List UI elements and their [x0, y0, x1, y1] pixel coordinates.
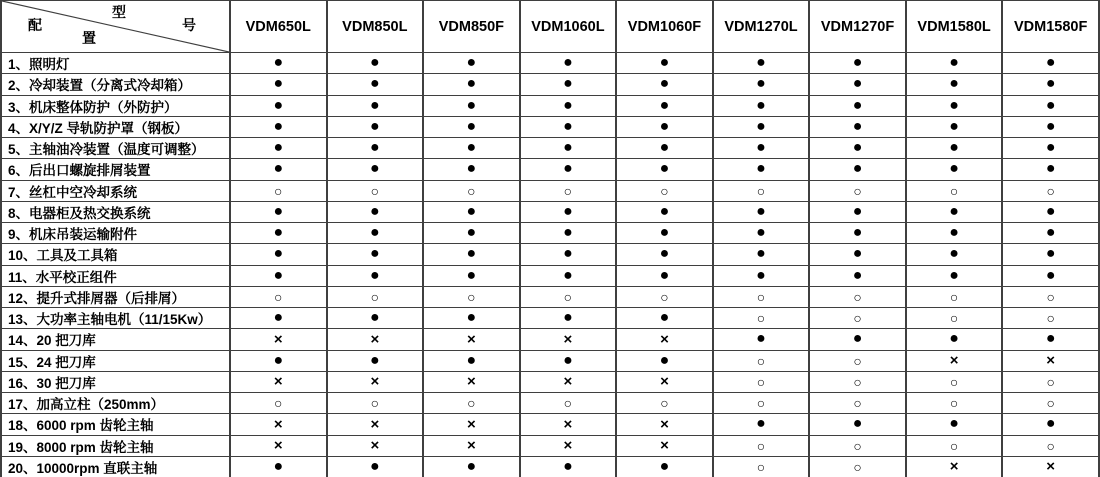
- spec-cell-open-circle: ○: [1002, 393, 1099, 414]
- row-label: 12、提升式排屑器（后排屑）: [1, 286, 230, 307]
- spec-cell-filled-circle: ●: [423, 265, 520, 286]
- row-label: 3、机床整体防护（外防护）: [1, 95, 230, 116]
- spec-cell-filled-circle: ●: [423, 116, 520, 137]
- spec-cell-filled-circle: ●: [1002, 223, 1099, 244]
- spec-cell-open-circle: ○: [327, 393, 424, 414]
- spec-cell-filled-circle: ●: [906, 223, 1003, 244]
- spec-cell-open-circle: ○: [906, 180, 1003, 201]
- spec-cell-filled-circle: ●: [230, 308, 327, 329]
- spec-cell-filled-circle: ●: [809, 201, 906, 222]
- corner-label-model-char1: 型: [112, 4, 126, 20]
- spec-cell-filled-circle: ●: [423, 159, 520, 180]
- spec-cell-cross: ×: [423, 435, 520, 456]
- row-label: 19、8000 rpm 齿轮主轴: [1, 435, 230, 456]
- spec-cell-cross: ×: [423, 371, 520, 392]
- spec-cell-open-circle: ○: [1002, 435, 1099, 456]
- spec-cell-filled-circle: ●: [713, 223, 810, 244]
- spec-cell-open-circle: ○: [616, 286, 713, 307]
- spec-cell-open-circle: ○: [809, 308, 906, 329]
- spec-cell-filled-circle: ●: [906, 414, 1003, 435]
- spec-cell-open-circle: ○: [713, 180, 810, 201]
- spec-cell-filled-circle: ●: [906, 74, 1003, 95]
- row-label: 18、6000 rpm 齿轮主轴: [1, 414, 230, 435]
- table-row: [1, 159, 1099, 180]
- spec-cell-filled-circle: ●: [1002, 138, 1099, 159]
- table-row: [1, 138, 1099, 159]
- spec-cell-cross: ×: [616, 329, 713, 350]
- column-header-vdm650l: VDM650L: [230, 1, 327, 53]
- spec-cell-filled-circle: ●: [713, 414, 810, 435]
- spec-cell-filled-circle: ●: [327, 116, 424, 137]
- spec-cell-filled-circle: ●: [230, 74, 327, 95]
- spec-cell-filled-circle: ●: [616, 456, 713, 477]
- spec-cell-filled-circle: ●: [1002, 265, 1099, 286]
- spec-cell-filled-circle: ●: [906, 244, 1003, 265]
- column-header-vdm1060f: VDM1060F: [616, 1, 713, 53]
- spec-cell-open-circle: ○: [520, 180, 617, 201]
- spec-cell-filled-circle: ●: [616, 138, 713, 159]
- column-header-vdm1580l: VDM1580L: [906, 1, 1003, 53]
- spec-cell-filled-circle: ●: [1002, 201, 1099, 222]
- spec-cell-filled-circle: ●: [713, 265, 810, 286]
- spec-cell-open-circle: ○: [1002, 286, 1099, 307]
- spec-cell-filled-circle: ●: [1002, 244, 1099, 265]
- spec-cell-filled-circle: ●: [809, 265, 906, 286]
- spec-cell-filled-circle: ●: [520, 74, 617, 95]
- spec-cell-filled-circle: ●: [327, 138, 424, 159]
- spec-cell-cross: ×: [230, 435, 327, 456]
- column-header-vdm1270l: VDM1270L: [713, 1, 810, 53]
- spec-cell-filled-circle: ●: [616, 74, 713, 95]
- corner-header-cell: [1, 1, 230, 53]
- spec-cell-filled-circle: ●: [423, 308, 520, 329]
- spec-cell-filled-circle: ●: [616, 201, 713, 222]
- spec-cell-filled-circle: ●: [520, 116, 617, 137]
- spec-cell-open-circle: ○: [423, 180, 520, 201]
- spec-cell-open-circle: ○: [713, 393, 810, 414]
- spec-cell-filled-circle: ●: [809, 329, 906, 350]
- spec-cell-cross: ×: [616, 435, 713, 456]
- spec-cell-open-circle: ○: [809, 371, 906, 392]
- corner-label-model-char2: 号: [182, 17, 196, 33]
- spec-cell-cross: ×: [906, 456, 1003, 477]
- spec-cell-filled-circle: ●: [520, 201, 617, 222]
- spec-cell-filled-circle: ●: [713, 244, 810, 265]
- spec-cell-filled-circle: ●: [906, 116, 1003, 137]
- spec-cell-filled-circle: ●: [230, 265, 327, 286]
- spec-cell-filled-circle: ●: [520, 95, 617, 116]
- spec-cell-open-circle: ○: [1002, 180, 1099, 201]
- row-label: 14、20 把刀库: [1, 329, 230, 350]
- spec-cell-filled-circle: ●: [327, 95, 424, 116]
- spec-cell-cross: ×: [520, 329, 617, 350]
- spec-cell-filled-circle: ●: [616, 95, 713, 116]
- spec-table-body: [1, 53, 1099, 477]
- spec-cell-cross: ×: [423, 414, 520, 435]
- spec-cell-cross: ×: [230, 414, 327, 435]
- spec-cell-cross: ×: [520, 371, 617, 392]
- table-row: [1, 244, 1099, 265]
- spec-cell-filled-circle: ●: [423, 456, 520, 477]
- header-row: [1, 1, 1099, 53]
- spec-cell-filled-circle: ●: [713, 53, 810, 74]
- spec-cell-cross: ×: [520, 435, 617, 456]
- spec-cell-filled-circle: ●: [1002, 74, 1099, 95]
- row-label: 13、大功率主轴电机（11/15Kw）: [1, 308, 230, 329]
- spec-cell-open-circle: ○: [713, 435, 810, 456]
- spec-cell-open-circle: ○: [809, 350, 906, 371]
- spec-cell-cross: ×: [327, 329, 424, 350]
- spec-cell-filled-circle: ●: [713, 329, 810, 350]
- table-row: [1, 201, 1099, 222]
- row-label: 4、X/Y/Z 导轨防护罩（钢板）: [1, 116, 230, 137]
- spec-cell-open-circle: ○: [713, 308, 810, 329]
- spec-cell-filled-circle: ●: [230, 138, 327, 159]
- spec-cell-filled-circle: ●: [616, 265, 713, 286]
- spec-cell-open-circle: ○: [616, 180, 713, 201]
- spec-cell-filled-circle: ●: [423, 201, 520, 222]
- spec-cell-open-circle: ○: [713, 456, 810, 477]
- spec-cell-open-circle: ○: [520, 393, 617, 414]
- spec-cell-filled-circle: ●: [423, 244, 520, 265]
- spec-cell-filled-circle: ●: [230, 116, 327, 137]
- spec-cell-open-circle: ○: [230, 393, 327, 414]
- spec-cell-filled-circle: ●: [230, 95, 327, 116]
- spec-cell-open-circle: ○: [520, 286, 617, 307]
- row-label: 9、机床吊装运输附件: [1, 223, 230, 244]
- spec-cell-cross: ×: [327, 414, 424, 435]
- spec-cell-filled-circle: ●: [906, 159, 1003, 180]
- corner-label-config-char2: 置: [82, 30, 96, 46]
- column-header-vdm850f: VDM850F: [423, 1, 520, 53]
- row-label: 1、照明灯: [1, 53, 230, 74]
- spec-cell-filled-circle: ●: [327, 350, 424, 371]
- table-row: [1, 53, 1099, 74]
- spec-cell-cross: ×: [327, 371, 424, 392]
- spec-cell-filled-circle: ●: [327, 265, 424, 286]
- spec-cell-cross: ×: [327, 435, 424, 456]
- spec-cell-filled-circle: ●: [1002, 159, 1099, 180]
- spec-cell-open-circle: ○: [230, 180, 327, 201]
- spec-cell-filled-circle: ●: [1002, 53, 1099, 74]
- table-row: [1, 116, 1099, 137]
- spec-cell-filled-circle: ●: [616, 308, 713, 329]
- spec-cell-filled-circle: ●: [423, 95, 520, 116]
- spec-cell-filled-circle: ●: [327, 223, 424, 244]
- spec-cell-filled-circle: ●: [809, 159, 906, 180]
- spec-cell-filled-circle: ●: [520, 53, 617, 74]
- row-label: 5、主轴油冷装置（温度可调整）: [1, 138, 230, 159]
- spec-cell-filled-circle: ●: [713, 138, 810, 159]
- spec-cell-cross: ×: [230, 329, 327, 350]
- spec-cell-filled-circle: ●: [906, 329, 1003, 350]
- spec-cell-filled-circle: ●: [520, 138, 617, 159]
- row-label: 7、丝杠中空冷却系统: [1, 180, 230, 201]
- row-label: 15、24 把刀库: [1, 350, 230, 371]
- spec-cell-filled-circle: ●: [713, 116, 810, 137]
- spec-cell-filled-circle: ●: [809, 95, 906, 116]
- table-row: [1, 265, 1099, 286]
- spec-cell-filled-circle: ●: [520, 223, 617, 244]
- spec-cell-open-circle: ○: [809, 456, 906, 477]
- spec-cell-open-circle: ○: [906, 286, 1003, 307]
- spec-cell-open-circle: ○: [713, 286, 810, 307]
- spec-cell-open-circle: ○: [327, 180, 424, 201]
- row-label: 11、水平校正组件: [1, 265, 230, 286]
- spec-cell-filled-circle: ●: [230, 350, 327, 371]
- spec-cell-filled-circle: ●: [809, 53, 906, 74]
- spec-cell-filled-circle: ●: [713, 159, 810, 180]
- spec-cell-filled-circle: ●: [616, 244, 713, 265]
- spec-cell-filled-circle: ●: [616, 53, 713, 74]
- spec-cell-cross: ×: [1002, 350, 1099, 371]
- spec-cell-filled-circle: ●: [906, 138, 1003, 159]
- spec-cell-filled-circle: ●: [616, 350, 713, 371]
- column-header-vdm850l: VDM850L: [327, 1, 424, 53]
- table-row: [1, 435, 1099, 456]
- spec-cell-filled-circle: ●: [713, 95, 810, 116]
- spec-cell-filled-circle: ●: [809, 74, 906, 95]
- row-label: 6、后出口螺旋排屑装置: [1, 159, 230, 180]
- spec-cell-open-circle: ○: [809, 435, 906, 456]
- spec-cell-filled-circle: ●: [713, 201, 810, 222]
- table-row: [1, 308, 1099, 329]
- spec-cell-filled-circle: ●: [713, 74, 810, 95]
- spec-cell-filled-circle: ●: [809, 223, 906, 244]
- spec-cell-filled-circle: ●: [809, 138, 906, 159]
- spec-cell-open-circle: ○: [906, 435, 1003, 456]
- spec-cell-open-circle: ○: [230, 286, 327, 307]
- table-row: [1, 95, 1099, 116]
- spec-cell-filled-circle: ●: [327, 201, 424, 222]
- spec-cell-open-circle: ○: [713, 350, 810, 371]
- spec-cell-filled-circle: ●: [327, 244, 424, 265]
- spec-cell-filled-circle: ●: [327, 74, 424, 95]
- spec-cell-filled-circle: ●: [1002, 329, 1099, 350]
- spec-cell-open-circle: ○: [1002, 308, 1099, 329]
- spec-cell-filled-circle: ●: [423, 138, 520, 159]
- table-row: [1, 414, 1099, 435]
- row-label: 20、10000rpm 直联主轴: [1, 456, 230, 477]
- row-label: 2、冷却装置（分离式冷却箱）: [1, 74, 230, 95]
- spec-cell-cross: ×: [423, 329, 520, 350]
- spec-cell-cross: ×: [616, 414, 713, 435]
- spec-cell-filled-circle: ●: [423, 223, 520, 244]
- spec-cell-filled-circle: ●: [906, 201, 1003, 222]
- spec-cell-filled-circle: ●: [520, 265, 617, 286]
- row-label: 17、加高立柱（250mm）: [1, 393, 230, 414]
- spec-cell-filled-circle: ●: [520, 159, 617, 180]
- spec-cell-filled-circle: ●: [809, 244, 906, 265]
- row-label: 8、电器柜及热交换系统: [1, 201, 230, 222]
- spec-cell-open-circle: ○: [809, 180, 906, 201]
- spec-cell-filled-circle: ●: [906, 53, 1003, 74]
- spec-cell-open-circle: ○: [423, 286, 520, 307]
- spec-cell-filled-circle: ●: [520, 350, 617, 371]
- spec-cell-filled-circle: ●: [1002, 414, 1099, 435]
- column-header-vdm1580f: VDM1580F: [1002, 1, 1099, 53]
- spec-cell-open-circle: ○: [1002, 371, 1099, 392]
- spec-cell-filled-circle: ●: [616, 223, 713, 244]
- spec-cell-cross: ×: [520, 414, 617, 435]
- spec-cell-filled-circle: ●: [230, 244, 327, 265]
- spec-cell-filled-circle: ●: [809, 116, 906, 137]
- spec-cell-filled-circle: ●: [230, 456, 327, 477]
- table-row: [1, 329, 1099, 350]
- spec-cell-cross: ×: [616, 371, 713, 392]
- spec-cell-cross: ×: [906, 350, 1003, 371]
- spec-cell-open-circle: ○: [906, 393, 1003, 414]
- spec-cell-cross: ×: [230, 371, 327, 392]
- spec-cell-filled-circle: ●: [1002, 95, 1099, 116]
- spec-cell-cross: ×: [1002, 456, 1099, 477]
- spec-cell-filled-circle: ●: [520, 244, 617, 265]
- column-header-vdm1270f: VDM1270F: [809, 1, 906, 53]
- spec-cell-open-circle: ○: [616, 393, 713, 414]
- spec-cell-filled-circle: ●: [230, 223, 327, 244]
- spec-cell-open-circle: ○: [327, 286, 424, 307]
- spec-cell-filled-circle: ●: [423, 350, 520, 371]
- spec-cell-filled-circle: ●: [809, 414, 906, 435]
- spec-cell-filled-circle: ●: [1002, 116, 1099, 137]
- spec-cell-filled-circle: ●: [520, 308, 617, 329]
- spec-cell-filled-circle: ●: [616, 116, 713, 137]
- spec-cell-filled-circle: ●: [520, 456, 617, 477]
- spec-cell-open-circle: ○: [906, 308, 1003, 329]
- row-label: 16、30 把刀库: [1, 371, 230, 392]
- spec-cell-filled-circle: ●: [423, 53, 520, 74]
- table-row: [1, 371, 1099, 392]
- spec-cell-filled-circle: ●: [327, 308, 424, 329]
- table-row: [1, 74, 1099, 95]
- spec-cell-filled-circle: ●: [327, 159, 424, 180]
- spec-cell-open-circle: ○: [906, 371, 1003, 392]
- spec-cell-open-circle: ○: [423, 393, 520, 414]
- spec-cell-filled-circle: ●: [423, 74, 520, 95]
- spec-cell-filled-circle: ●: [906, 95, 1003, 116]
- spec-cell-open-circle: ○: [809, 393, 906, 414]
- corner-label-config-char1: 配: [28, 17, 42, 33]
- table-row: [1, 223, 1099, 244]
- spec-cell-filled-circle: ●: [327, 53, 424, 74]
- table-row: [1, 456, 1099, 477]
- spec-cell-filled-circle: ●: [230, 53, 327, 74]
- table-row: [1, 393, 1099, 414]
- spec-cell-filled-circle: ●: [327, 456, 424, 477]
- spec-cell-filled-circle: ●: [616, 159, 713, 180]
- row-label: 10、工具及工具箱: [1, 244, 230, 265]
- spec-cell-filled-circle: ●: [230, 159, 327, 180]
- table-row: [1, 180, 1099, 201]
- spec-cell-filled-circle: ●: [906, 265, 1003, 286]
- spec-cell-open-circle: ○: [713, 371, 810, 392]
- column-header-vdm1060l: VDM1060L: [520, 1, 617, 53]
- table-row: [1, 286, 1099, 307]
- table-row: [1, 350, 1099, 371]
- spec-cell-open-circle: ○: [809, 286, 906, 307]
- spec-cell-filled-circle: ●: [230, 201, 327, 222]
